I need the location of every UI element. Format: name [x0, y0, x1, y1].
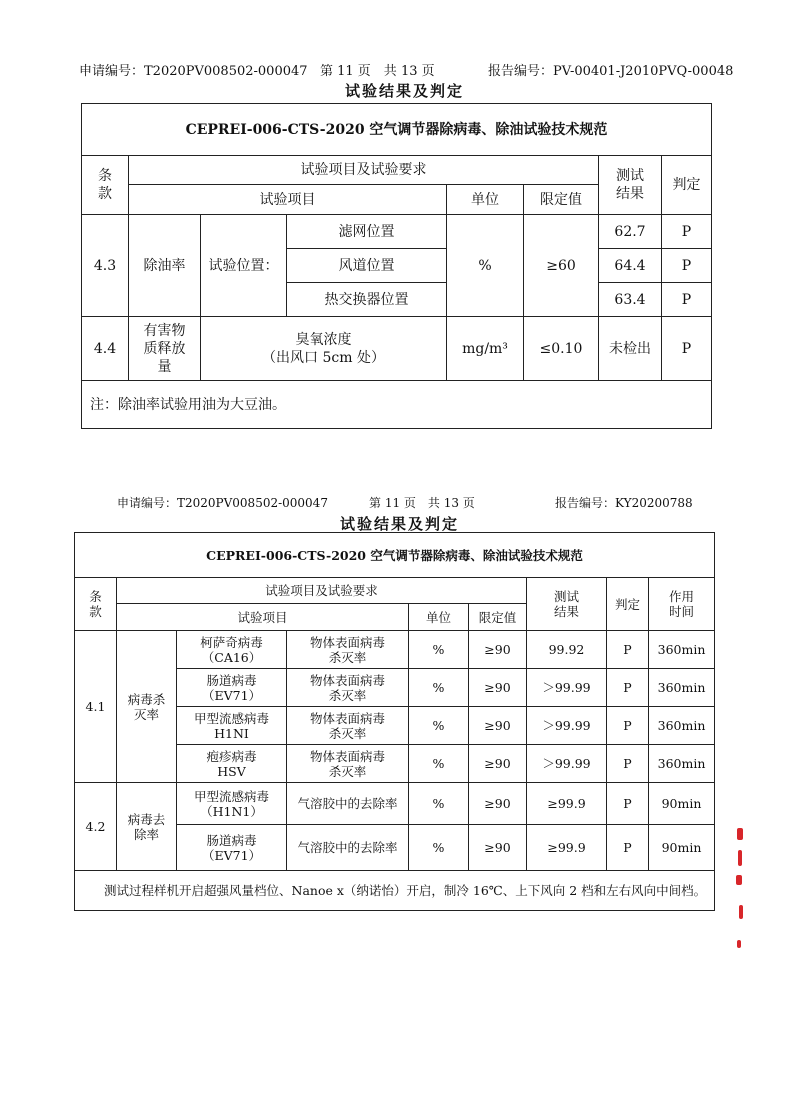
- verdict-header: 判定: [662, 156, 712, 215]
- virus-name: 甲型流感病毒 （H1N1）: [177, 783, 287, 825]
- clause-number: 4.4: [82, 317, 129, 381]
- test-position: 热交换器位置: [287, 283, 447, 317]
- virus-name: 柯萨奇病毒 （CA16）: [177, 631, 287, 669]
- result-value: ≥99.9: [527, 783, 607, 825]
- test-group-header: 试验项目及试验要求: [129, 156, 599, 185]
- standard-title: CEPREI-006-CTS-2020 空气调节器除病毒、除油试验技术规范: [75, 533, 715, 578]
- report-number: 报告编号：PV-00401-J2010PVQ-00048: [488, 64, 734, 79]
- result-value: ＞99.99: [527, 707, 607, 745]
- test-item: 病毒去 除率: [117, 783, 177, 871]
- time-value: 360min: [649, 669, 715, 707]
- position-label: 试验位置：: [201, 215, 287, 317]
- unit-value: %: [447, 215, 524, 317]
- unit-value: %: [409, 669, 469, 707]
- unit-header: 单位: [447, 185, 524, 215]
- test-item: 除油率: [129, 215, 201, 317]
- stamp-mark: [737, 940, 741, 948]
- result-value: 64.4: [599, 249, 662, 283]
- result-header: 测试 结果: [527, 578, 607, 631]
- unit-value: %: [409, 825, 469, 871]
- limit-value: ≥90: [469, 783, 527, 825]
- stamp-mark: [737, 828, 743, 840]
- unit-value: %: [409, 631, 469, 669]
- limit-header: 限定值: [524, 185, 599, 215]
- clause-number: 4.1: [75, 631, 117, 783]
- limit-value: ≥90: [469, 631, 527, 669]
- table-note: 测试过程样机开启超强风量档位、Nanoe x（纳诺怡）开启，制冷 16℃、上下风向 2 档和左右风向中间档。: [75, 871, 715, 911]
- unit-value: mg/m³: [447, 317, 524, 381]
- table-row: [75, 631, 715, 669]
- unit-value: %: [409, 783, 469, 825]
- limit-value: ≥90: [469, 745, 527, 783]
- clause-number: 4.3: [82, 215, 129, 317]
- test-method: 物体表面病毒 杀灭率: [287, 669, 409, 707]
- application-number: 申请编号：T2020PV008502-000047: [79, 64, 308, 79]
- test-method: 气溶胶中的去除率: [287, 783, 409, 825]
- limit-value: ≥90: [469, 707, 527, 745]
- verdict-value: P: [607, 631, 649, 669]
- time-value: 360min: [649, 631, 715, 669]
- result-value: ＞99.99: [527, 669, 607, 707]
- verdict-value: P: [607, 669, 649, 707]
- application-number: 申请编号：T2020PV008502-000047: [117, 496, 328, 510]
- result-value: 63.4: [599, 283, 662, 317]
- result-value: ≥99.9: [527, 825, 607, 871]
- limit-value: ≥90: [469, 825, 527, 871]
- test-description: 臭氧浓度 （出风口 5cm 处）: [201, 317, 447, 381]
- verdict-value: P: [607, 707, 649, 745]
- verdict-value: P: [607, 745, 649, 783]
- page-info: 第 11 页 共 13 页: [369, 496, 475, 510]
- virus-name: 疱疹病毒 HSV: [177, 745, 287, 783]
- stamp-mark: [738, 850, 742, 866]
- clause-header: 条 款: [82, 156, 129, 215]
- stamp-mark: [739, 905, 743, 919]
- table-row: [82, 317, 712, 381]
- test-method: 物体表面病毒 杀灭率: [287, 707, 409, 745]
- test-method: 气溶胶中的去除率: [287, 825, 409, 871]
- result-value: 未检出: [599, 317, 662, 381]
- test-item: 有害物 质释放 量: [129, 317, 201, 381]
- clause-header: 条 款: [75, 578, 117, 631]
- results-table: [74, 532, 715, 911]
- page-info: 第 11 页 共 13 页: [320, 64, 435, 79]
- result-header: 测试 结果: [599, 156, 662, 215]
- test-method: 物体表面病毒 杀灭率: [287, 745, 409, 783]
- time-value: 90min: [649, 825, 715, 871]
- limit-value: ≤0.10: [524, 317, 599, 381]
- virus-name: 甲型流感病毒 H1NI: [177, 707, 287, 745]
- result-value: 99.92: [527, 631, 607, 669]
- unit-header: 单位: [409, 604, 469, 631]
- stamp-mark: [736, 875, 742, 885]
- verdict-header: 判定: [607, 578, 649, 631]
- verdict-value: P: [607, 825, 649, 871]
- table-note: 注：除油率试验用油为大豆油。: [82, 381, 712, 429]
- unit-value: %: [409, 707, 469, 745]
- page-title: 试验结果及判定: [345, 82, 465, 100]
- verdict-value: P: [662, 215, 712, 249]
- verdict-value: P: [662, 283, 712, 317]
- results-table: [81, 103, 712, 429]
- unit-value: %: [409, 745, 469, 783]
- report-number: 报告编号：KY20200788: [555, 496, 693, 510]
- table-row: [75, 783, 715, 825]
- clause-number: 4.2: [75, 783, 117, 871]
- test-position: 滤网位置: [287, 215, 447, 249]
- result-value: ＞99.99: [527, 745, 607, 783]
- verdict-value: P: [662, 317, 712, 381]
- test-position: 风道位置: [287, 249, 447, 283]
- result-value: 62.7: [599, 215, 662, 249]
- time-header: 作用 时间: [649, 578, 715, 631]
- test-group-header: 试验项目及试验要求: [117, 578, 527, 604]
- verdict-value: P: [662, 249, 712, 283]
- time-value: 90min: [649, 783, 715, 825]
- test-item: 病毒杀 灭率: [117, 631, 177, 783]
- standard-title: CEPREI-006-CTS-2020 空气调节器除病毒、除油试验技术规范: [82, 104, 712, 156]
- page-title: 试验结果及判定: [340, 515, 460, 533]
- limit-header: 限定值: [469, 604, 527, 631]
- test-item-header: 试验项目: [129, 185, 447, 215]
- test-item-header: 试验项目: [117, 604, 409, 631]
- time-value: 360min: [649, 745, 715, 783]
- test-method: 物体表面病毒 杀灭率: [287, 631, 409, 669]
- virus-name: 肠道病毒 （EV71）: [177, 669, 287, 707]
- limit-value: ≥60: [524, 215, 599, 317]
- virus-name: 肠道病毒 （EV71）: [177, 825, 287, 871]
- verdict-value: P: [607, 783, 649, 825]
- limit-value: ≥90: [469, 669, 527, 707]
- table-row: [82, 215, 712, 249]
- time-value: 360min: [649, 707, 715, 745]
